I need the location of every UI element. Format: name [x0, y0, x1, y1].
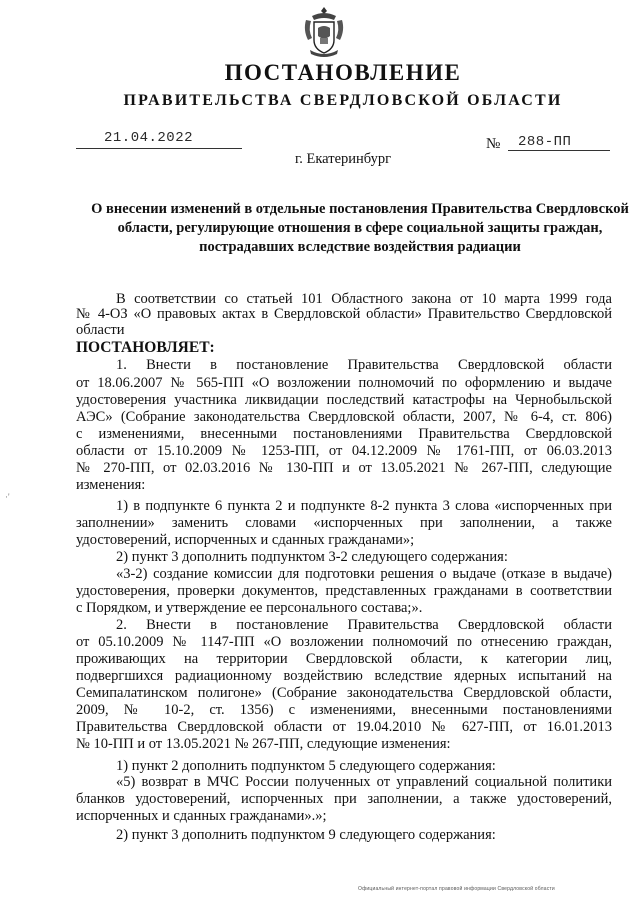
body-line: «5) возврат в МЧС России полученных от управлений социальной политики [116, 774, 612, 790]
body-line: испорченных и сданных гражданами».»; [76, 808, 327, 824]
body-line: 1) в подпункте 6 пункта 2 и подпункте 8-2 пункта 3 слова «испорченных при [116, 498, 612, 514]
body-line: 1. Внести в постановление Правительства Свердловской области [116, 357, 612, 373]
body-line: «3-2) создание комиссии для подготовки решения о выдаче (отказе в выдаче) [116, 566, 612, 582]
document-number: 288-ПП [518, 134, 572, 150]
body-line: области [76, 322, 125, 338]
body-line: удостоверения участника ликвидации последствий катастрофы на Чернобыльской [76, 392, 612, 408]
body-line: с изменениями, внесенными постановлениями Правительства Свердловской [76, 426, 612, 442]
body-line: проживающих на территории Свердловской области, к категории лиц, [76, 651, 612, 667]
coat-of-arms-icon [302, 4, 346, 60]
body-line: Правительства Свердловской области от 19.04.2010 № 627-ПП, от 16.01.2013 [76, 719, 612, 735]
body-line: бланков удостоверений, испорченных при заполнении, а также удостоверений, [76, 791, 612, 807]
body-line: В соответствии со статьей 101 Областного закона от 10 марта 1999 года [116, 291, 612, 307]
body-line: Семипалатинском полигоне» (Собрание законодательства Свердловской области, [76, 685, 612, 701]
body-line: от 18.06.2007 № 565-ПП «О возложении полномочий по оформлению и выдаче [76, 375, 612, 391]
body-line: № 10-ПП и от 13.05.2021 № 267-ПП, следующие изменения: [76, 736, 451, 752]
body-line: 2009, № 10-2, ст. 1356) с изменениями, внесенными постановлениями [76, 702, 612, 718]
body-line: области от 15.10.2009 № 1253-ПП, от 04.12.2009 № 1761-ПП, от 06.03.2013 [76, 443, 612, 459]
body-line: 2) пункт 3 дополнить подпунктом 9 следующего содержания: [116, 827, 496, 843]
body-line: № 270-ПП, от 02.03.2016 № 130-ПП и от 13.05.2021 № 267-ПП, следующие [76, 460, 612, 476]
body-line: подвергшихся радиационному воздействию вследствие ядерных испытаний на [76, 668, 612, 684]
body-line: 1) пункт 2 дополнить подпунктом 5 следующего содержания: [116, 758, 496, 774]
document-subject-title: О внесении изменений в отдельные постановления Правительства Свердловской области, регулирующие отношения в сфере социальной защиты граждан, пострадавших вследствие воздействия радиации [91, 201, 629, 255]
body-line: № 4-ОЗ «О правовых актах в Свердловской области» Правительство Свердловской [76, 306, 612, 322]
city-location: г. Екатеринбург [294, 151, 392, 167]
body-line: 2) пункт 3 дополнить подпунктом 3-2 следующего содержания: [116, 549, 508, 565]
scan-mark: ·' [5, 492, 10, 502]
body-line: 2. Внести в постановление Правительства Свердловской области [116, 617, 612, 633]
resolution-heading: ПОСТАНОВЛЯЕТ: [76, 339, 215, 356]
body-line: АЭС» (Собрание законодательства Свердловской области, 2007, № 6-4, ст. 806) [76, 409, 612, 425]
document-date: 21.04.2022 [104, 130, 194, 146]
issuing-authority: ПРАВИТЕЛЬСТВА СВЕРДЛОВСКОЙ ОБЛАСТИ [123, 92, 563, 109]
number-sign: № [486, 136, 501, 152]
body-line: изменения: [76, 477, 146, 493]
document-type-title: ПОСТАНОВЛЕНИЕ [224, 60, 462, 85]
footer-portal-note: Официальный интернет-портал правовой информации Свердловской области [358, 886, 555, 892]
body-line: удостоверений, испорченных и сданных гражданами»; [76, 532, 415, 548]
body-line: от 05.10.2009 № 1147-ПП «О возложении полномочий по отнесению граждан, [76, 634, 612, 650]
body-line: заполнении» заменить словами «испорченных при заполнении, а также [76, 515, 612, 531]
body-line: с Порядком, и утверждение ее персонального состава;». [76, 600, 423, 616]
date-underline [76, 148, 242, 149]
body-line: удостоверения, проверки документов, представленных гражданами в соответствии [76, 583, 612, 599]
